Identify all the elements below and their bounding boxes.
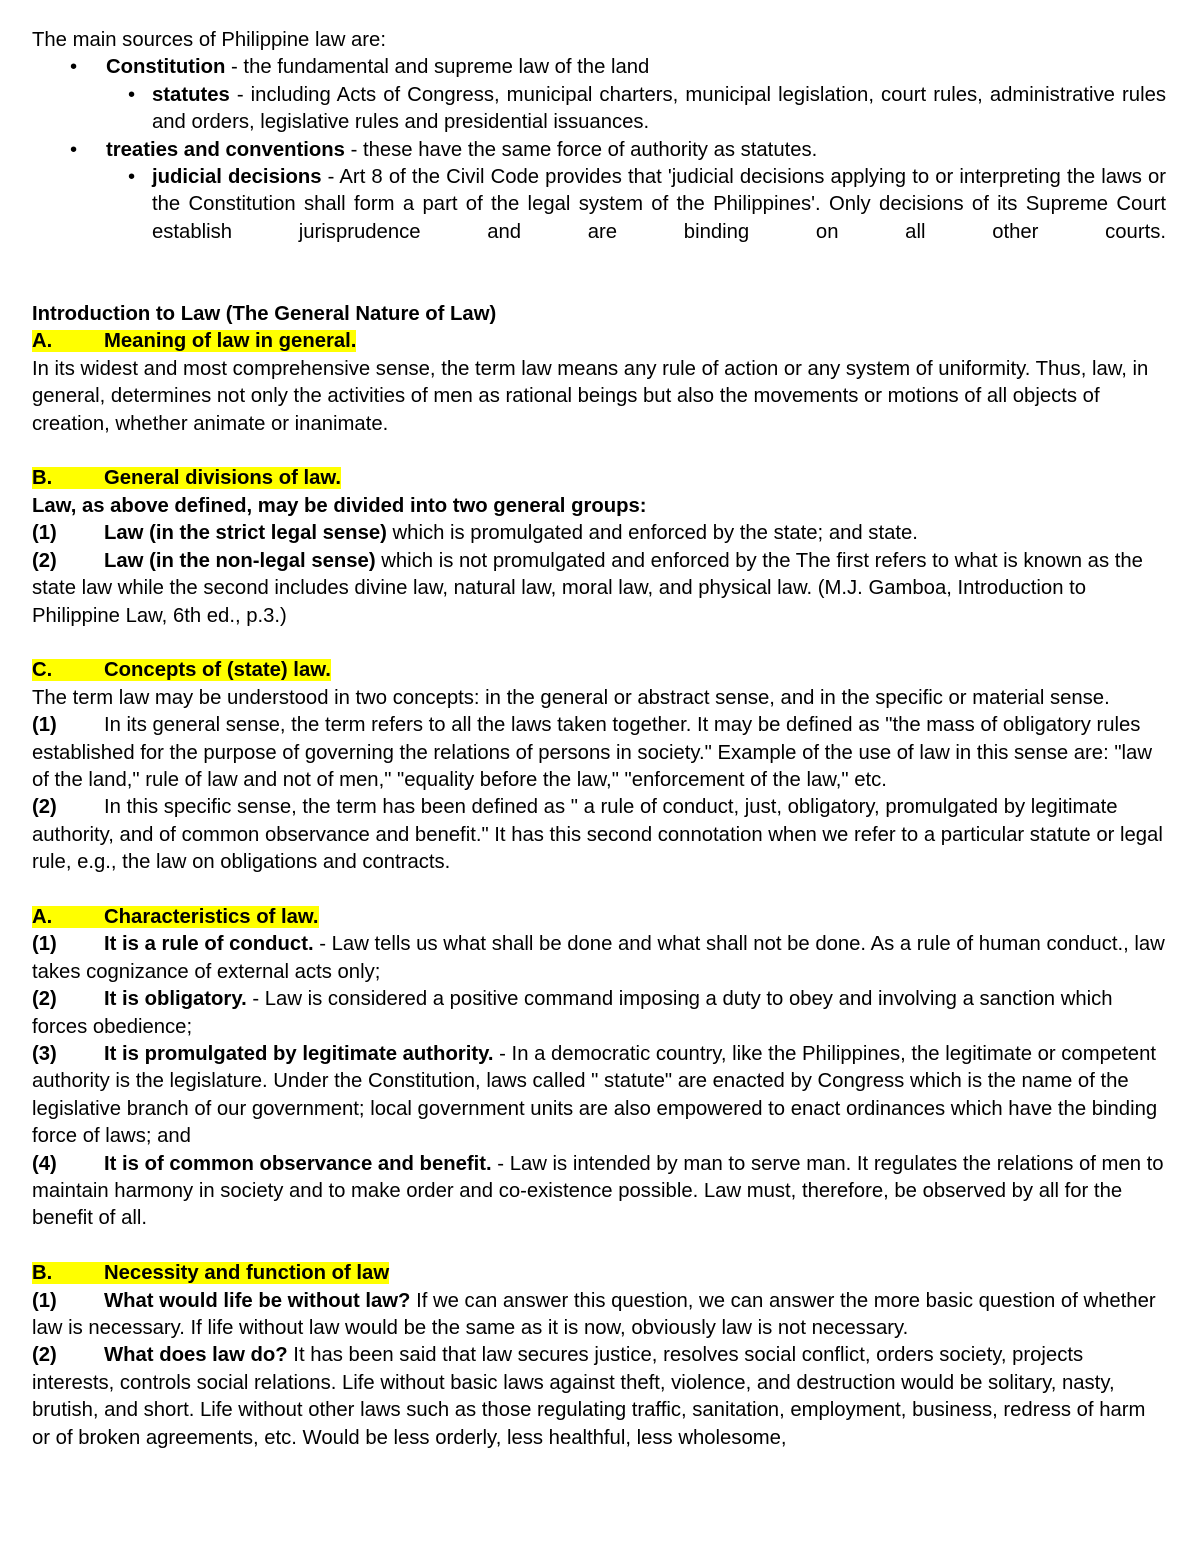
characteristic-item-2: (2) It is obligatory. - Law is considered a positive command imposing a duty to obey and involving a sanction which forces obedience; (32, 988, 1113, 1038)
section-c-item-1: (1) In its general sense, the term refers to all the laws taken together. It may be defined as "the mass of obligatory rules established for the purpose of governing the relations of persons in society." Example of the use of law in this sense are: "law of the land," rule of law and not of men," "equality before the law," "enforcement of the law," etc. (32, 714, 1152, 791)
bullet-icon: • (70, 138, 78, 161)
source-text: - the fundamental and supreme law of the land (225, 56, 650, 79)
section-b-highlight: B. General divisions of law. (32, 467, 342, 490)
source-term: statutes (152, 83, 230, 106)
source-term: judicial decisions (152, 166, 322, 189)
source-text: - including Acts of Congress, municipal charters, municipal legislation, court rules, administrative rules and orders, legislative rules and presidential issuances. (152, 83, 1166, 134)
section-a-body: In its widest and most comprehensive sense, the term law means any rule of action or any system of uniformity. Thus, law, in general, determines not only the activities of men as rational beings but also the movements or motions of all objects of creation, whether animate or inanimate. (32, 357, 1149, 435)
section-c-item-2: (2) In this specific sense, the term has been defined as " a rule of conduct, just, obligatory, promulgated by legitimate authority, and of common observance and benefit." It has this second connotation when we refer to a particular statute or legal rule, e.g., the law on obligations and contracts. (32, 796, 1163, 874)
source-term: treaties and conventions (106, 138, 345, 161)
source-term: Constitution (106, 56, 226, 79)
section-a-heading (32, 328, 1166, 355)
document-page (32, 27, 1166, 1452)
source-text: - these have the same force of authority as statutes. (344, 138, 818, 161)
bullet-icon: • (70, 56, 78, 79)
characteristics-highlight: A. Characteristics of law. (32, 905, 319, 928)
necessity-item-1: (1) What would life be without law? If we can answer this question, we can answer the more basic question of whether law is necessary. If life without law would be the same as it is now, obviously law is not necessary. (32, 1289, 1156, 1340)
source-text: - Art 8 of the Civil Code provides that 'judicial decisions applying to or interpreting the laws or the Constitution shall form a part of the legal system of the Philippines'. Only decisions of its Supreme Court establish jurisprudence and are binding on all other courts. (152, 166, 1166, 243)
characteristic-item-1: (1) It is a rule of conduct. - Law tells us what shall be done and what shall not be done. As a rule of human conduct., law takes cognizance of external acts only; (32, 933, 1165, 983)
necessity-highlight: B. Necessity and function of law (32, 1262, 390, 1285)
section-a-highlight: A. Meaning of law in general. (32, 330, 357, 353)
characteristic-item-3: (3) It is promulgated by legitimate authority. - In a democratic country, like the Philippines, the legitimate or competent authority is the legislature. Under the Constitution, laws called " statute" are enacted by Congress which is the name of the legislative branch of our government; local government units are also empowered to enact ordinances which have the binding force of laws; and (32, 1042, 1158, 1148)
bullet-icon: • (128, 166, 136, 189)
section-c-heading (32, 657, 1166, 684)
sources-intro: The main sources of Philippine law are: (32, 29, 386, 51)
source-item-statutes (32, 82, 1166, 137)
necessity-item-2: (2) What does law do? It has been said that law secures justice, resolves social conflict, orders society, projects interests, controls social relations. Life without basic laws against theft, violence, and destruction would be solitary, nasty, brutish, and short. Life without other laws such as those regulating traffic, sanitation, employment, business, redress of harm or of broken agreements, etc. Would be less orderly, less healthful, less wholesome, (32, 1344, 1146, 1449)
section-c-highlight: C. Concepts of (state) law. (32, 659, 331, 682)
section-b-item-1: (1) Law (in the strict legal sense) which is promulgated and enforced by the state; and state. (32, 522, 918, 545)
section-b-heading (32, 465, 1166, 492)
characteristic-item-4: (4) It is of common observance and benefit. - Law is intended by man to serve man. It regulates the relations of men to maintain harmony in society and to make order and co-existence possible. Law must, therefore, be observed by all for the benefit of all. (32, 1152, 1164, 1230)
source-item-constitution (32, 54, 1166, 81)
section-b-item-2: (2) Law (in the non-legal sense) which is not promulgated and enforced by the The first refers to what is known as the state law while the second includes divine law, natural law, moral law, and physical law. (M.J. Gamboa, Introduction to Philippine Law, 6th ed., p.3.) (32, 549, 1143, 627)
intro-title: Introduction to Law (The General Nature of Law) (32, 303, 497, 326)
section-c-body: The term law may be understood in two concepts: in the general or abstract sense, and in the specific or material sense. (32, 686, 1110, 709)
source-item-judicial-decisions (32, 164, 1166, 246)
source-item-treaties (32, 137, 1166, 164)
characteristics-heading (32, 904, 1166, 931)
section-b-lead: Law, as above defined, may be divided into two general groups: (32, 494, 647, 517)
necessity-heading (32, 1260, 1166, 1287)
bullet-icon: • (128, 83, 136, 106)
